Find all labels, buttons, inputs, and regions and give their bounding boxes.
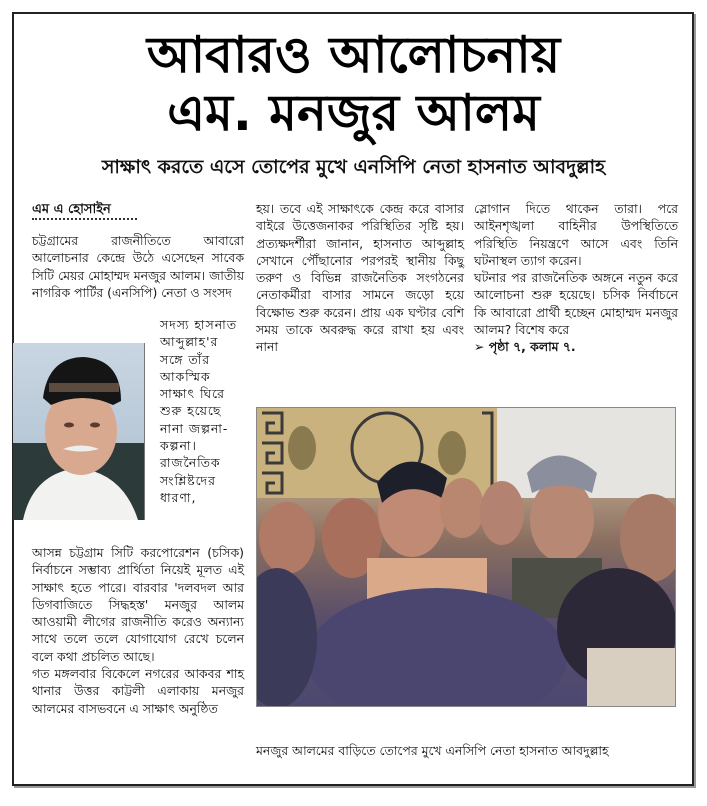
column-3 <box>474 200 678 356</box>
headline-line-2: এম. মনজুর আলম <box>167 84 540 142</box>
paragraph: হয়। তবে এই সাক্ষাৎকে কেন্দ্র করে বাসার বাইরে উত্তেজনাকর পরিস্থিতির সৃষ্টি হয়। প্রত্যক্ষদর্শীরা জানান, হাসনাত আব্দুল্লাহ সেখানে পৌঁছানোর পরপরই স্থানীয় কিছু তরুণ ও বিভিন্ন রাজনৈতিক সংগঠনের নেতাকর্মীরা বাসার সামনে জড়ো হয়ে বিক্ষোভ শুরু করেন। প্রায় এক ঘণ্টার বেশি সময় তাকে অবরুদ্ধ করে রাখা হয় এবং নানা <box>256 201 464 355</box>
paragraph: ঘটনার পর রাজনৈতিক অঙ্গনে নতুন করে আলোচনা শুরু হয়েছে। চসিক নির্বাচনে কি আবারো প্রার্থী হচ্ছেন মোহাম্মদ মনজুর আলম? বিশেষ করে <box>474 270 678 338</box>
crowd-illustration <box>257 408 676 707</box>
byline: এম এ হোসাইন <box>32 202 111 217</box>
crowd-photo <box>256 407 676 707</box>
portrait-photo <box>13 343 145 520</box>
subheadline: সাক্ষাৎ করতে এসে তোপের মুখে এনসিপি নেতা হাসনাত আবদুল্লাহ <box>101 156 606 178</box>
column-2 <box>256 200 464 356</box>
column-1-bottom <box>32 544 244 717</box>
paragraph: সদস্য হাসনাত আব্দুল্লাহ'র সঙ্গে তাঁর আকস্মিক সাক্ষাৎ ঘিরে শুরু হয়েছে নানা জল্পনা-কল্পনা। রাজনৈতিক সংশ্লিষ্টদের ধারণা, <box>160 317 237 505</box>
paragraph: আসন্ন চট্টগ্রাম সিটি করপোরেশন (চসিক) নির্বাচনে সম্ভাব্য প্রার্থিতা নিয়েই মূলত এই সাক্ষাৎ হতে পারে। বারবার 'দলবদল আর ডিগবাজিতে সিদ্ধহস্ত' মনজুর আলম আওয়ামী লীগের রাজনীতি করেও অন্যান্য সাথে তলে তলে যোগাযোগ রেখে চলেন বলে কথা প্রচলিত আছে। <box>32 545 244 664</box>
paragraph: স্লোগান দিতে থাকেন তারা। পরে আইনশৃঙ্খলা বাহিনীর উপস্থিতিতে পরিস্থিতি নিয়ন্ত্রণে আসে এবং তিনি ঘটনাস্থল ত্যাগ করেন। <box>474 201 678 268</box>
continued-link[interactable]: ➢ পৃষ্ঠা ৭, কলাম ৭. <box>474 339 576 355</box>
paragraph: গত মঙ্গলবার বিকেলে নগরের আকবর শাহ থানার উত্তর কাট্টলী এলাকায় মনজুর আলমের বাসভবনে এ সাক্ষাৎ অনুষ্ঠিত <box>32 666 244 716</box>
column-1-wrap <box>160 316 244 506</box>
column-1-top <box>32 232 244 301</box>
portrait-illustration <box>13 343 144 520</box>
headline-line-1: আবারও আলোচনায় <box>146 26 561 84</box>
photo-caption: মনজুর আলমের বাড়িতে তোপের মুখে এনসিপি নেতা হাসনাত আবদুল্লাহ <box>256 743 609 758</box>
paragraph: চট্টগ্রামের রাজনীতিতে আবারো আলোচনার কেন্দ্রে উঠে এসেছেন সাবেক সিটি মেয়র মোহাম্মদ মনজুর আলম। জাতীয় নাগরিক পার্টির (এনসিপি) নেতা ও সংসদ <box>32 233 244 300</box>
byline-divider <box>32 218 137 220</box>
